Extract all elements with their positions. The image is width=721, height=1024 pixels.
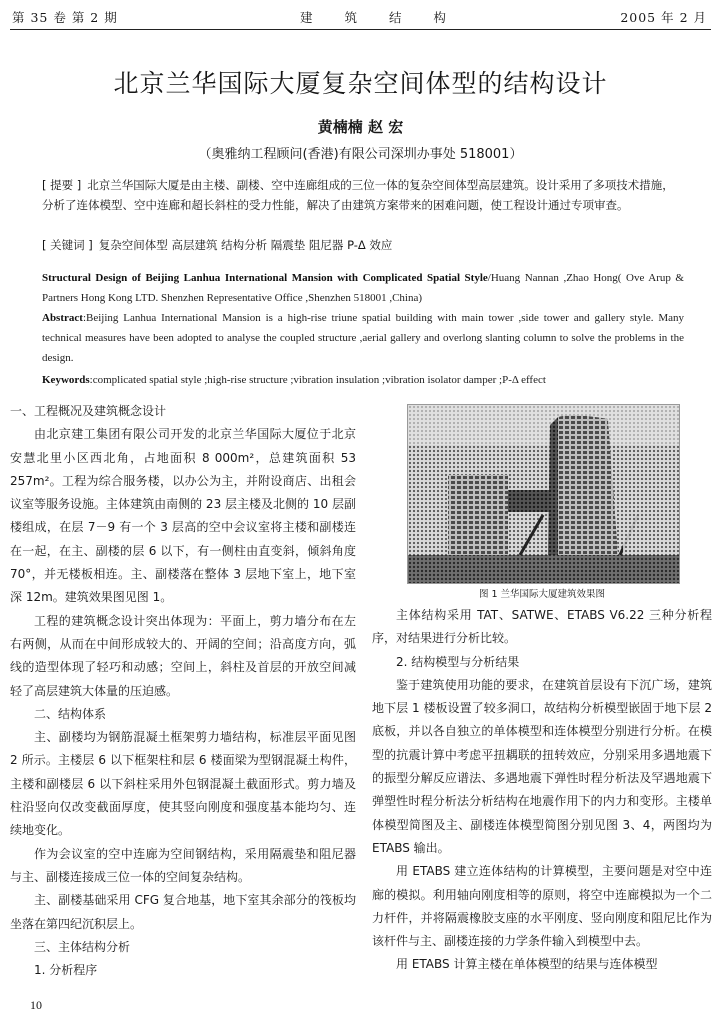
keywords-cn: [42, 236, 684, 256]
subsection-heading: 1. 分析程序: [34, 963, 98, 978]
sky-gallery-shape: [508, 490, 558, 512]
section-heading: 三、主体结构分析: [34, 939, 131, 954]
body-paragraph: 作为会议室的空中连廊为空间钢结构，采用隔震垫和阻尼器与主、副楼连接成三位一体的空间复杂结构。: [10, 846, 356, 884]
body-paragraph: 由北京建工集团有限公司开发的北京兰华国际大厦位于北京安慧北里小区西北角，占地面积 8 000m²，总建筑面积 53 257m²。工程为综合服务楼，以办公为主，并附设商店、出租会议室等服务设施。主体建筑由南侧的 23 层主楼及北侧的 10 层副楼组成，在层 7－9 有一个 3 层高的空中会议室将主楼和副楼连在一起，在主、副楼的层 6 以下，有一侧柱由直变斜，倾斜角度 70°，并无楼板相连。主、副楼落在整体 3 层地下室上，地下室深 12m。建筑效果图见图 1。: [10, 427, 356, 605]
section-heading: 一、工程概况及建筑概念设计: [10, 404, 167, 418]
building-rendering-figure: [407, 404, 680, 584]
section-heading: 二、结构体系: [34, 706, 107, 721]
journal-name: 建 筑 结 构: [300, 10, 460, 25]
abstract-text: 北京兰华国际大厦是由主楼、副楼、空中连廊组成的三位一体的复杂空间体型高层建筑。设计采用了多项技术措施，分析了连体模型、空中连廊和超长斜柱的受力性能，解决了由建筑方案带来的困难问题，使工程设计通过专项审查。: [42, 178, 674, 212]
journal-volume: 第 35 卷 第 2 期: [12, 10, 118, 25]
side-tower-shape: [448, 475, 508, 555]
english-keywords-label: Keywords: [42, 374, 90, 386]
paper-authors: 黄楠楠 赵 宏: [317, 118, 404, 136]
body-paragraph: 鉴于建筑使用功能的要求，在建筑首层设有下沉广场，建筑地下层 1 楼板设置了较多洞口，故结构分析模型嵌固于地下层 2 底板，并以各自独立的单体模型和连体模型分别进行分析。在模型的抗震计算中考虑平扭耦联的扭转效应，分别采用多遇地震下的振型分解反应谱法、多遇地震下弹性时程分析法及罕遇地震下弹塑性时程分析法分析结构在地震作用下的内力和变形。主楼单体模型简图及主、副楼连体模型简图分别见图 3、4，两图均为 ETABS 输出。: [372, 677, 712, 855]
page-number: 10: [30, 998, 42, 1012]
left-column: [10, 400, 356, 982]
body-paragraph: 用 ETABS 计算主楼在单体模型的结果与连体模型: [396, 957, 658, 972]
header-rule: [10, 29, 711, 30]
body-paragraph: 主、副楼基础采用 CFG 复合地基，地下室其余部分的筏板均坐落在第四纪沉积层上。: [10, 893, 356, 931]
english-title: Structural Design of Beijing Lanhua International Mansion with Complicated Spatial Style: [42, 272, 488, 284]
body-paragraph: 主体结构采用 TAT、SATWE、ETABS V6.22 三种分析程序，对结果进行分析比较。: [372, 608, 712, 646]
issue-date: 2005 年 2 月: [620, 10, 707, 25]
paper-title: 北京兰华国际大厦复杂空间体型的结构设计: [113, 69, 608, 98]
english-abstract-label: Abstract: [42, 312, 83, 324]
body-paragraph: 主、副楼均为钢筋混凝土框架剪力墙结构，标准层平面见图 2 所示。主楼层 6 以下框架柱和层 6 楼面梁为型钢混凝土构件，主楼和副楼层 6 以下斜柱采用外包钢混凝土截面形式。剪力墙及柱沿竖向仅改变截面厚度，使其竖向刚度和强度基本能均匀、连续地变化。: [10, 730, 356, 838]
main-tower-shape: [558, 415, 618, 555]
figure-caption: 图 1 兰华国际大厦建筑效果图: [478, 589, 606, 600]
english-abstract: [42, 308, 684, 368]
english-abstract-text: :Beijing Lanhua International Mansion is a high-rise triune spatial building with main tower ,side tower and gallery style. Many technical measures have been adopted to analyse the coupled structure ,aerial gallery and overlong slanting column to solve the problems in the design.: [42, 312, 684, 364]
keywords-text: 复杂空间体型 高层建筑 结构分析 隔震垫 阻尼器 P-Δ 效应: [98, 238, 393, 252]
body-paragraph: 用 ETABS 建立连体结构的计算模型，主要问题是对空中连廊的模拟。利用轴向刚度相等的原则，将空中连廊模拟为一个二力杆件，并将隔震橡胶支座的水平刚度、竖向刚度和阻尼比作为该杆件与主、副楼连接的力学条件输入到模型中去。: [372, 864, 712, 949]
affiliation: （奥雅纳工程顾问(香港)有限公司深圳办事处 518001）: [198, 147, 523, 162]
body-paragraph: 工程的建筑概念设计突出体现为：平面上，剪力墙分布在左右两侧，从而在中间形成较大的、开阔的空间；沿高度方向，弧线的造型体现了轻巧和动感；空间上，斜柱及首层的开放空间减轻了高层建筑大体量的压迫感。: [10, 613, 356, 698]
abstract-tag: [ 提要 ]: [42, 178, 82, 192]
english-keywords: [42, 370, 684, 390]
english-authors: /Huang Nannan ,Zhao Hong( Ove Arup & Partners Hong Kong LTD. Shenzhen Representative Office ,Shenzhen 518001 ,China): [42, 272, 684, 304]
building-rendering-image: [408, 405, 679, 583]
abstract-cn: [42, 176, 684, 215]
english-title-block: [42, 268, 684, 308]
right-column: [372, 604, 712, 977]
english-keywords-text: :complicated spatial style ;high-rise structure ;vibration insulation ;vibration isolator damper ;P-Δ effect: [89, 374, 546, 386]
subsection-heading: 2. 结构模型与分析结果: [396, 654, 520, 669]
keywords-tag: [ 关键词 ]: [42, 238, 93, 252]
